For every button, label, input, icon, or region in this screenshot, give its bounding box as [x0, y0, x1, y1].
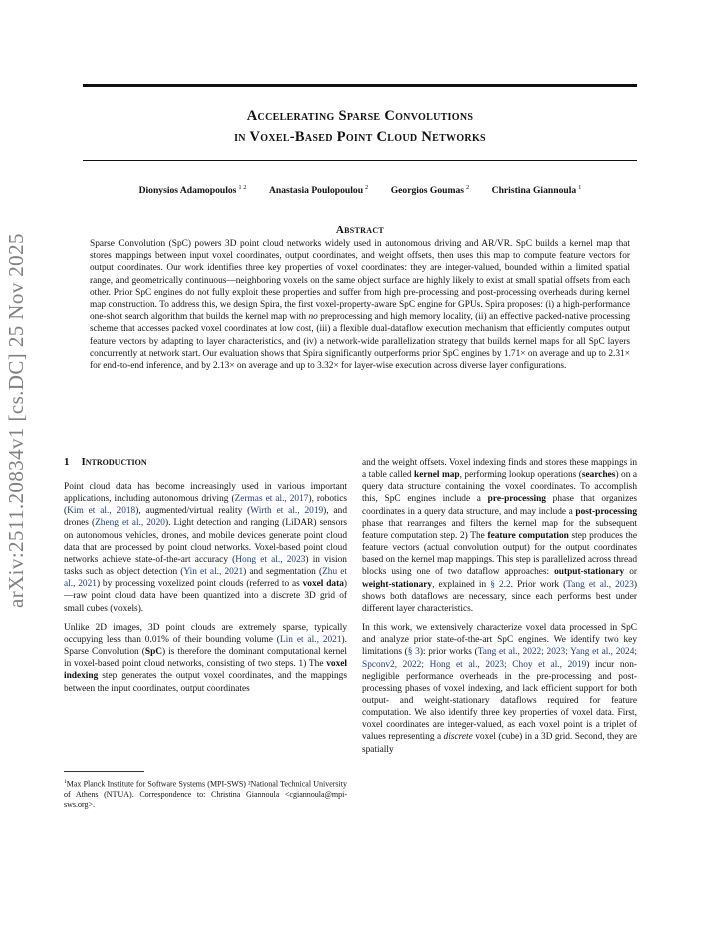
citation-link[interactable]: Zermas et al., 2017 [234, 494, 309, 505]
author-name: Christina Giannoula [491, 185, 577, 197]
citation-link[interactable]: Tang et al., 2023 [566, 579, 634, 590]
paragraph: and the weight offsets. Voxel indexing finds and stores these mappings in a table called kernel map, performing lookup operations (searches) on a query data structure containing the voxel coordinates. To accomplish this, SpC engines include a pre-processing phase that organizes coordinates in a query data structure, and may include a post-processing phase that rearranges and filters the kernel map for the subsequent feature computation step. 2) The feature computation step produces the feature vectors (actual convolution output) for the output coordinates based on the kernel map mappings. This step is parallelized across thread blocks using one of two dataflow approaches: output-stationary or weight-stationary, explained in § 2.2. Prior work (Tang et al., 2023) shows both dataflows are necessary, since each performs best under different layer characteristics. [362, 458, 637, 614]
citation-link[interactable]: Zhu et al., 2021 [64, 567, 347, 590]
title-line-2: in Voxel-Based Point Cloud Networks [234, 129, 486, 145]
author-name: Anastasia Poulopoulou [268, 185, 364, 197]
citation-link[interactable]: Zheng et al., 2020 [95, 518, 165, 529]
author-name: Georgios Goumas [390, 185, 464, 197]
citation-link[interactable]: Kim et al., 2018 [67, 506, 136, 517]
section-number: 1 [64, 456, 70, 468]
author-affiliation: 2 [365, 184, 369, 191]
section-link[interactable]: § 2.2 [490, 579, 511, 590]
bold-term: voxel data [302, 579, 344, 590]
title-bottom-rule [83, 160, 637, 161]
left-column [64, 456, 347, 702]
paper-title [83, 106, 637, 148]
author-affiliation: 2 [466, 184, 470, 191]
footnote-text: Max Planck Institute for Software Systems (MPI-SWS) ²National Technical University of Athens (NTUA). Correspondence to: Christina Giannoula <cgiannoula@mpi-sws.org>. [64, 779, 347, 810]
title-top-rule [83, 84, 637, 87]
section-link[interactable]: § 3 [407, 647, 420, 658]
right-column [362, 457, 637, 763]
arxiv-stamp: arXiv:2511.20834v1 [cs.DC] 25 Nov 2025 [4, 233, 28, 608]
abstract-text: Sparse Convolution (SpC) powers 3D point cloud networks widely used in autonomous driving and AR/VR. SpC builds a kernel map that stores mappings between input voxel coordinates, output coordinates, and weight offsets, then uses this map to compute feature vectors for output coordinates. Our work identifies three key properties of voxel coordinates: they are integer-valued, bounded within a limited spatial range, and geometrically continuous—neighboring voxels on the same object surface are highly likely to exist at small spatial offsets from each other. Prior SpC engines do not fully exploit these properties and suffer from high pre-processing and post-processing overheads during kernel map construction. To address this, we design Spira, the first voxel-property-aware SpC engine for GPUs. Spira proposes: (i) a high-performance one-shot search algorithm that builds the kernel map with [90, 239, 630, 323]
author [492, 184, 582, 196]
citation-link[interactable]: Tang et al., 2022; 2023; Yang et al., 2024; Spconv2, 2022; Hong et al., 2023; Choy et al., 2019 [362, 647, 637, 670]
citation-link[interactable]: Yin et al., 2021 [183, 567, 244, 578]
author-affiliation: 1 2 [238, 184, 247, 191]
bold-term: weight-stationary [362, 579, 433, 590]
citation-link[interactable]: Wirth et al., 2019 [250, 506, 324, 517]
bold-term: searches [581, 470, 616, 481]
author-list [83, 184, 637, 196]
title-line-1: Accelerating Sparse Convolutions [246, 108, 474, 124]
section-title: Introduction [81, 456, 147, 468]
author-affiliation: 1 [578, 184, 582, 191]
bold-term: feature computation [487, 530, 569, 541]
author [269, 184, 368, 196]
bold-term: voxel indexing [64, 659, 347, 682]
abstract-body [90, 238, 630, 372]
paragraph: In this work, we extensively characterize voxel data processed in SpC and analyze prior state-of-the-art SpC engines. We identify two key limitations (§ 3): prior works (Tang et al., 2022; 2023; Yang et al., 2024; Spconv2, 2022; Hong et al., 2023; Choy et al., 2019) incur non-negligible performance overheads in the pre-processing and post-processing phases of voxel indexing, and lack efficient support for both output- and weight-stationary dataflows required for feature computation. We also identify three key properties of voxel data. First, voxel coordinates are integer-valued, as each voxel point is a triplet of values representing a discrete voxel (cube) in a 3D grid. Second, they are spatially [362, 623, 637, 755]
abstract-heading: Abstract [335, 224, 385, 236]
bold-term: pre-processing [487, 494, 546, 505]
citation-link[interactable]: Lin et al., 2021 [279, 634, 342, 645]
section-heading [64, 456, 347, 469]
bold-term: SpC [144, 647, 163, 658]
bold-term: output-stationary [554, 567, 625, 578]
author [139, 184, 247, 196]
paragraph: Point cloud data has become increasingly used in various important applications, including autonomous driving (Zermas et al., 2017), robotics (Kim et al., 2018), augmented/virtual reality (Wirth et al., 2019), and drones (Zheng et al., 2020). Light detection and ranging (LiDAR) sensors on autonomous vehicles, drones, and mobile devices generate point cloud data that are processed by point cloud networks. Voxel-based point cloud networks achieve state-of-the-art accuracy (Hong et al., 2023) in vision tasks such as object detection (Yin et al., 2021) and segmentation (Zhu et al., 2021) by processing voxelized point clouds (referred to as voxel data)—raw point cloud data have been quantized into a discrete 3D grid of small cubes (voxels). [64, 482, 348, 614]
bold-term: post-processing [575, 506, 637, 517]
italic-term: discrete [443, 732, 473, 743]
footnote-rule [64, 771, 144, 772]
author [391, 184, 470, 196]
paragraph: Unlike 2D images, 3D point clouds are extremely sparse, typically occupying less than 0.01% of their bounding volume (Lin et al., 2021). Sparse Convolution (SpC) is therefore the dominant computational kernel in voxel-based point cloud networks, consisting of two steps. 1) The voxel indexing step generates the output voxel coordinates, and the mappings between the input coordinates, output coordinates [64, 622, 347, 694]
bold-term: kernel map [414, 470, 460, 481]
author-name: Dionysios Adamopoulos [138, 185, 237, 197]
abstract-emphasis: no [308, 312, 318, 323]
citation-link[interactable]: Hong et al., 2023 [235, 554, 306, 565]
footnote: $^1$Max Planck Institute for Software Systems (MPI-SWS) ²National Technical University of Athens (NTUA). Correspondence to: Christina Giannoula <cgiannoula@mpi-sws.org>. [64, 779, 347, 810]
abstract-text: preprocessing and high memory locality, (ii) an effective packed-native processing scheme that accesses packed voxel coordinates at low cost, (iii) a flexible dual-dataflow execution mechanism that efficiently computes output feature vectors by adapting to layer characteristics, and (iv) a network-wide parallelization strategy that builds kernel maps for all SpC layers concurrently at network start. Our evaluation shows that Spira significantly outperforms prior SpC engines by 1.71× on average and up to 2.31× for end-to-end inference, and by 2.13× on average and up to 3.32× for layer-wise execution across diverse layer configurations. [90, 312, 630, 372]
